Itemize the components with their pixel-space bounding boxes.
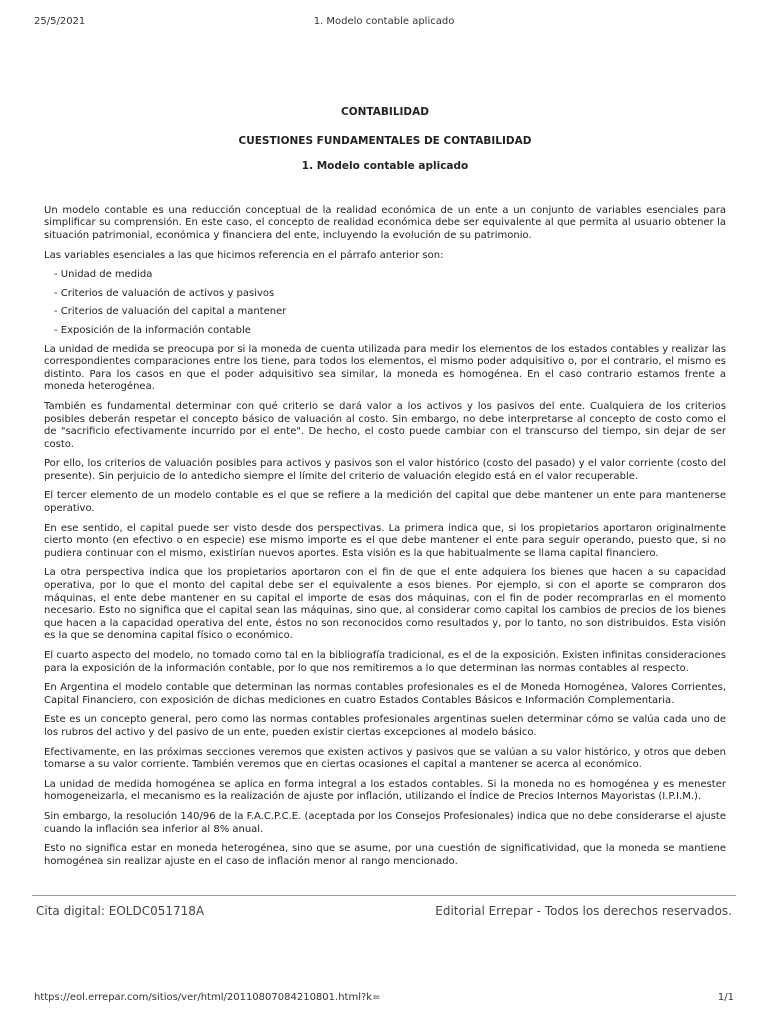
document-heading-section: CUESTIONES FUNDAMENTALES DE CONTABILIDAD xyxy=(238,134,532,147)
print-date: 25/5/2021 xyxy=(34,16,86,27)
footer-divider xyxy=(32,895,736,896)
list-item: - Criterios de valuación de activos y pasivos xyxy=(54,287,275,299)
paragraph: También es fundamental determinar con qué criterio se dará valor a los activos y los pasivos del ente. Cualquiera de los criterios posibles deberán respetar el concepto básico de valuación al costo. Sin embargo, no debe interpretarse al concepto de costo como el de "sacrificio efectivamente incurrido por el ente". De hecho, el costo puede cambiar con el transcurso del tiempo, sin dejar de ser costo. xyxy=(44,400,726,450)
variables-list xyxy=(44,269,726,337)
paragraph: La unidad de medida se preocupa por si la moneda de cuenta utilizada para medir los elementos de los estados contables y realizar las correspondientes comparaciones entre los tiene, para todos los elementos, el mismo poder adquisitivo o, por el contrario, el mismo es distinto. Para los casos en que el poder adquisitivo sea similar, la moneda es homogénea. En el caso contrario estamos frente a moneda heterogénea. xyxy=(44,343,726,393)
page-number: 1/1 xyxy=(717,992,734,1003)
paragraph: Efectivamente, en las próximas secciones veremos que existen activos y pasivos que se valúan a su valor histórico, y otros que deben tomarse a su valor corriente. También veremos que en ciertas ocasiones el capital a mantener se acerca al económico. xyxy=(44,746,726,771)
paragraph-variables-lead: Las variables esenciales a las que hicimos referencia en el párrafo anterior son: xyxy=(44,249,444,261)
citation-text: Cita digital: EOLDC051718A xyxy=(36,904,205,918)
list-item: - Unidad de medida xyxy=(54,269,153,281)
paragraph: Este es un concepto general, pero como las normas contables profesionales argentinas suelen determinar cómo se valúa cada uno de los rubros del activo y del pasivo de un ente, pueden existir ciertas excepciones al modelo básico. xyxy=(44,714,726,738)
print-url: https://eol.errepar.com/sitios/ver/html/20110807084210801.html?k= xyxy=(34,992,381,1003)
paragraph: El tercer elemento de un modelo contable es el que se refiere a la medición del capital que debe mantener un ente para mantenerse operativo. xyxy=(44,490,726,515)
print-title: 1. Modelo contable aplicado xyxy=(313,16,455,27)
paragraph-intro: Un modelo contable es una reducción conceptual de la realidad económica de un ente a un conjunto de variables esenciales para simplificar su comprensión. En este caso, el concepto de realidad económica debe ser equivalente al que permita al usuario obtener la situación patrimonial, económica y financiera del ente, incluyendo la evolución de su patrimonio. xyxy=(44,204,726,241)
paragraph: La unidad de medida homogénea se aplica en forma integral a los estados contables. Si la moneda no es homogénea y es menester homogeneizarla, el mecanismo es la realización de ajuste por inflación, utilizando el Índice de Precios Internos Mayoristas (I.P.I.M.). xyxy=(44,778,726,803)
paragraph: Sin embargo, la resolución 140/96 de la F.A.C.P.C.E. (aceptada por los Consejos Profesionales) indica que no debe considerarse el ajuste cuando la inflación sea inferior al 8% anual. xyxy=(44,810,726,835)
list-item: - Criterios de valuación del capital a mantener xyxy=(54,306,287,318)
paragraph: La otra perspectiva indica que los propietarios aportaron con el fin de que el ente adquiera los bienes que hacen a su capacidad operativa, por lo que el monto del capital debe ser el equivalente a esos bienes. Por ejemplo, si con el aporte se compraron dos máquinas, el ente debe mantener en su capital el importe de esas dos máquinas, con el fin de poder recomprarlas en el momento necesario. Esto no significa que el capital sean las máquinas, sino que, al considerar como capital los cambios de precios de los bienes que hacen a la capacidad operativa del ente, éstos no son reconocidos como resultados y, por lo tanto, no son distribuidos. Esta visión es la que se denomina capital físico o económico. xyxy=(44,567,726,642)
paragraph: Por ello, los criterios de valuación posibles para activos y pasivos son el valor histórico (costo del pasado) y el valor corriente (costo del presente). Sin perjuicio de lo antedicho siempre el límite del criterio de valuación elegido está en el valor recuperable. xyxy=(44,458,726,482)
document-heading-title: 1. Modelo contable aplicado xyxy=(301,160,469,173)
document-body xyxy=(44,106,726,875)
paragraph: En Argentina el modelo contable que determinan las normas contables profesionales es el de Moneda Homogénea, Valores Corrientes, Capital Financiero, con exposición de dichas mediciones en cuatro Estados Contables Básicos e Información Complementaria. xyxy=(44,682,726,706)
paragraph: Esto no significa estar en moneda heterogénea, sino que se asume, por una cuestión de significatividad, que la moneda se mantiene homogénea sin realizar ajuste en el caso de inflación menor al rango mencionado. xyxy=(44,843,726,867)
document-heading-main: CONTABILIDAD xyxy=(341,106,429,118)
print-header xyxy=(0,16,768,30)
paragraph: En ese sentido, el capital puede ser visto desde dos perspectivas. La primera indica que, si los propietarios aportaron originalmente cierto monto (en efectivo o en especie) ese mismo importe es el que debe mantener el ente para seguir operando, puesto que, si no pudiera continuar con el mismo, existirían nuevos aportes. Esta visión es la que habitualmente se llama capital financiero. xyxy=(44,522,726,559)
copyright-text: Editorial Errepar - Todos los derechos reservados. xyxy=(435,904,732,918)
paragraph: El cuarto aspecto del modelo, no tomado como tal en la bibliografía tradicional, es el de la exposición. Existen infinitas consideraciones para la exposición de la información contable, por lo que nos remitiremos a lo que determinan las normas contables al respecto. xyxy=(44,650,726,674)
list-item: - Exposición de la información contable xyxy=(54,324,251,336)
